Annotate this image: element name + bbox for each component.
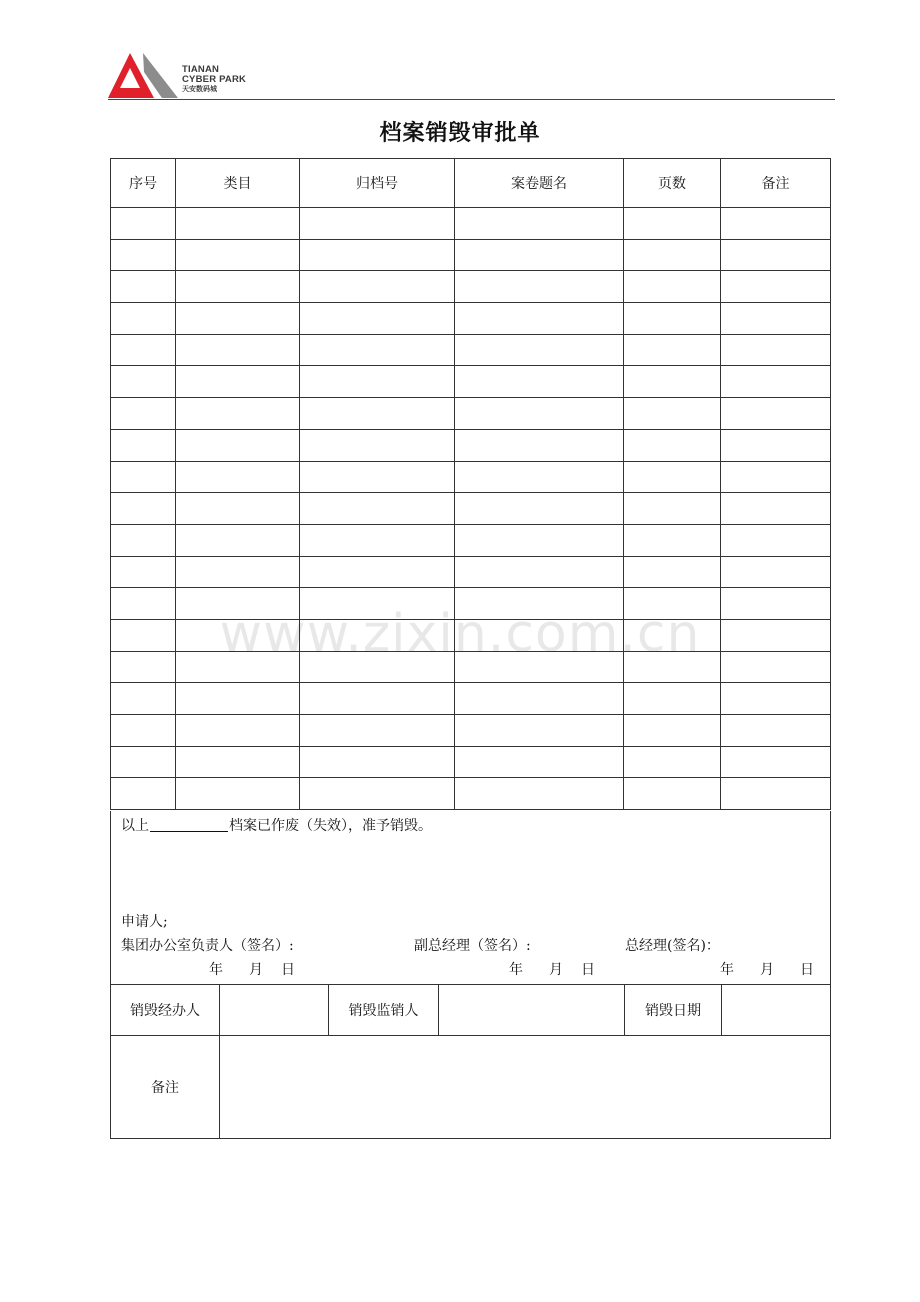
table-row — [111, 366, 831, 398]
table-cell[interactable] — [111, 271, 176, 303]
tianan-logo-icon — [108, 52, 178, 100]
gm-signature: 总经理(签名)： — [625, 938, 720, 954]
table-cell[interactable] — [624, 651, 721, 683]
col-header-pages: 页数 — [624, 159, 721, 208]
table-cell[interactable] — [455, 556, 624, 588]
date-year: 年 — [720, 962, 734, 978]
table-cell[interactable] — [111, 746, 176, 778]
table-row — [111, 619, 831, 651]
handler-label: 销毁经办人 — [111, 985, 220, 1036]
table-cell[interactable] — [455, 524, 624, 556]
statement-prefix: 以上 — [121, 818, 149, 834]
table-cell[interactable] — [300, 208, 455, 240]
table-row — [111, 683, 831, 715]
table-cell[interactable] — [176, 461, 300, 493]
date-year: 年 — [209, 962, 223, 978]
table-cell[interactable] — [721, 398, 831, 430]
approval-statement — [121, 815, 432, 835]
table-cell[interactable] — [721, 366, 831, 398]
table-cell[interactable] — [176, 429, 300, 461]
table-cell[interactable] — [300, 429, 455, 461]
destruction-row — [111, 985, 831, 1036]
table-row — [111, 778, 831, 810]
col-header-index: 序号 — [111, 159, 176, 208]
table-cell[interactable] — [455, 651, 624, 683]
watermark: www.zixin.com.cn — [219, 604, 701, 664]
table-cell[interactable] — [624, 493, 721, 525]
office-head-date — [209, 959, 295, 979]
supervisor-label: 销毁监销人 — [329, 985, 439, 1036]
table-cell[interactable] — [300, 778, 455, 810]
date-month: 月 — [549, 962, 563, 978]
table-cell[interactable] — [300, 303, 455, 335]
table-cell[interactable] — [111, 303, 176, 335]
table-cell[interactable] — [455, 778, 624, 810]
table-cell[interactable] — [624, 429, 721, 461]
table-cell[interactable] — [111, 429, 176, 461]
table-cell[interactable] — [111, 556, 176, 588]
table-cell[interactable] — [721, 746, 831, 778]
remarks-field[interactable] — [220, 1036, 831, 1139]
table-row — [111, 715, 831, 747]
table-cell[interactable] — [624, 398, 721, 430]
table-cell[interactable] — [624, 334, 721, 366]
table-cell[interactable] — [111, 208, 176, 240]
date-day: 日 — [281, 962, 295, 978]
table-cell[interactable] — [455, 398, 624, 430]
table-cell[interactable] — [300, 366, 455, 398]
logo-wordmark — [182, 65, 246, 94]
table-cell[interactable] — [300, 619, 455, 651]
table-row — [111, 303, 831, 335]
page-header — [108, 52, 835, 102]
table-cell[interactable] — [111, 366, 176, 398]
table-row — [111, 651, 831, 683]
col-header-remarks: 备注 — [721, 159, 831, 208]
gm-date — [720, 959, 814, 979]
table-cell[interactable] — [721, 619, 831, 651]
table-cell[interactable] — [721, 778, 831, 810]
table-cell[interactable] — [455, 334, 624, 366]
vice-gm-date — [509, 959, 595, 979]
table-row — [111, 493, 831, 525]
table-row — [111, 746, 831, 778]
table-cell[interactable] — [176, 778, 300, 810]
vice-gm-signature: 副总经理（签名）: — [414, 938, 531, 954]
table-cell[interactable] — [624, 746, 721, 778]
table-cell[interactable] — [176, 619, 300, 651]
table-cell[interactable] — [455, 366, 624, 398]
table-cell[interactable] — [455, 303, 624, 335]
col-header-category: 类目 — [176, 159, 300, 208]
remarks-label: 备注 — [111, 1036, 220, 1139]
table-cell[interactable] — [111, 493, 176, 525]
date-day: 日 — [800, 962, 814, 978]
table-cell[interactable] — [455, 271, 624, 303]
table-header-row — [111, 159, 831, 208]
table-cell[interactable] — [455, 683, 624, 715]
table-cell[interactable] — [721, 271, 831, 303]
table-cell[interactable] — [176, 746, 300, 778]
table-cell[interactable] — [624, 461, 721, 493]
table-row — [111, 239, 831, 271]
table-cell[interactable] — [721, 239, 831, 271]
table-cell[interactable] — [111, 683, 176, 715]
table-cell[interactable] — [176, 334, 300, 366]
table-cell[interactable] — [300, 398, 455, 430]
table-cell[interactable] — [624, 524, 721, 556]
table-cell[interactable] — [111, 619, 176, 651]
table-cell[interactable] — [721, 303, 831, 335]
document-title: 档案销毁审批单 — [379, 121, 541, 146]
table-cell[interactable] — [624, 683, 721, 715]
table-cell[interactable] — [300, 588, 455, 620]
date-field[interactable] — [722, 985, 831, 1036]
table-cell[interactable] — [111, 524, 176, 556]
table-row — [111, 588, 831, 620]
table-cell[interactable] — [624, 208, 721, 240]
table-cell[interactable] — [300, 493, 455, 525]
table-cell[interactable] — [624, 556, 721, 588]
table-cell[interactable] — [176, 683, 300, 715]
applicant-label: 申请人; — [121, 914, 168, 930]
table-cell[interactable] — [721, 429, 831, 461]
table-cell[interactable] — [300, 271, 455, 303]
approval-section — [110, 811, 831, 984]
table-cell[interactable] — [455, 239, 624, 271]
logo-line-1: TIANAN — [182, 64, 220, 75]
table-cell[interactable] — [176, 366, 300, 398]
table-row — [111, 271, 831, 303]
table-cell[interactable] — [721, 715, 831, 747]
table-cell[interactable] — [455, 588, 624, 620]
table-body — [111, 208, 831, 810]
table-cell[interactable] — [721, 334, 831, 366]
table-cell[interactable] — [300, 524, 455, 556]
table-cell[interactable] — [721, 556, 831, 588]
table-cell[interactable] — [455, 715, 624, 747]
archive-type-blank[interactable] — [150, 817, 228, 832]
col-header-file-title: 案卷题名 — [455, 159, 624, 208]
table-cell[interactable] — [624, 619, 721, 651]
table-cell[interactable] — [455, 208, 624, 240]
supervisor-field[interactable] — [439, 985, 625, 1036]
table-cell[interactable] — [624, 715, 721, 747]
destruction-info-table — [110, 984, 831, 1139]
table-row — [111, 208, 831, 240]
table-cell[interactable] — [176, 588, 300, 620]
col-header-archive-no: 归档号 — [300, 159, 455, 208]
table-cell[interactable] — [721, 461, 831, 493]
table-cell[interactable] — [111, 715, 176, 747]
table-cell[interactable] — [176, 651, 300, 683]
table-cell[interactable] — [721, 493, 831, 525]
logo-chinese: 天安数码城 — [182, 86, 217, 93]
table-cell[interactable] — [176, 715, 300, 747]
table-cell[interactable] — [111, 778, 176, 810]
handler-field[interactable] — [220, 985, 329, 1036]
logo-line-2: CYBER PARK — [182, 74, 247, 85]
table-cell[interactable] — [624, 271, 721, 303]
table-cell[interactable] — [111, 651, 176, 683]
table-cell[interactable] — [111, 334, 176, 366]
table-cell[interactable] — [300, 683, 455, 715]
table-cell[interactable] — [176, 493, 300, 525]
office-head-signature: 集团办公室负责人（签名）: — [121, 938, 294, 954]
table-cell[interactable] — [176, 398, 300, 430]
table-cell[interactable] — [111, 588, 176, 620]
table-cell[interactable] — [176, 303, 300, 335]
date-label: 销毁日期 — [625, 985, 722, 1036]
header-divider — [108, 99, 835, 100]
table-cell[interactable] — [111, 239, 176, 271]
table-cell[interactable] — [455, 461, 624, 493]
date-year: 年 — [509, 962, 523, 978]
table-cell[interactable] — [721, 683, 831, 715]
statement-suffix: 档案已作废（失效），准予销毁。 — [229, 818, 432, 834]
table-row — [111, 429, 831, 461]
table-cell[interactable] — [300, 715, 455, 747]
date-day: 日 — [581, 962, 595, 978]
table-cell[interactable] — [111, 461, 176, 493]
table-cell[interactable] — [300, 334, 455, 366]
table-row — [111, 461, 831, 493]
table-cell[interactable] — [300, 651, 455, 683]
table-cell[interactable] — [300, 746, 455, 778]
table-row — [111, 398, 831, 430]
table-cell[interactable] — [624, 588, 721, 620]
table-cell[interactable] — [111, 398, 176, 430]
table-row — [111, 556, 831, 588]
table-row — [111, 334, 831, 366]
table-cell[interactable] — [721, 651, 831, 683]
table-cell[interactable] — [300, 461, 455, 493]
table-cell[interactable] — [624, 778, 721, 810]
table-cell[interactable] — [176, 271, 300, 303]
table-cell[interactable] — [455, 746, 624, 778]
archive-table — [110, 158, 831, 810]
table-cell[interactable] — [455, 493, 624, 525]
table-cell[interactable] — [624, 366, 721, 398]
table-cell[interactable] — [300, 239, 455, 271]
table-cell[interactable] — [176, 208, 300, 240]
date-month: 月 — [249, 962, 263, 978]
table-cell[interactable] — [176, 239, 300, 271]
date-month: 月 — [760, 962, 774, 978]
table-cell[interactable] — [624, 239, 721, 271]
table-row — [111, 524, 831, 556]
table-cell[interactable] — [300, 556, 455, 588]
table-cell[interactable] — [455, 429, 624, 461]
table-cell[interactable] — [721, 588, 831, 620]
table-cell[interactable] — [624, 303, 721, 335]
remarks-row — [111, 1036, 831, 1139]
table-cell[interactable] — [721, 208, 831, 240]
table-cell[interactable] — [455, 619, 624, 651]
table-cell[interactable] — [721, 524, 831, 556]
table-cell[interactable] — [176, 556, 300, 588]
table-cell[interactable] — [176, 524, 300, 556]
